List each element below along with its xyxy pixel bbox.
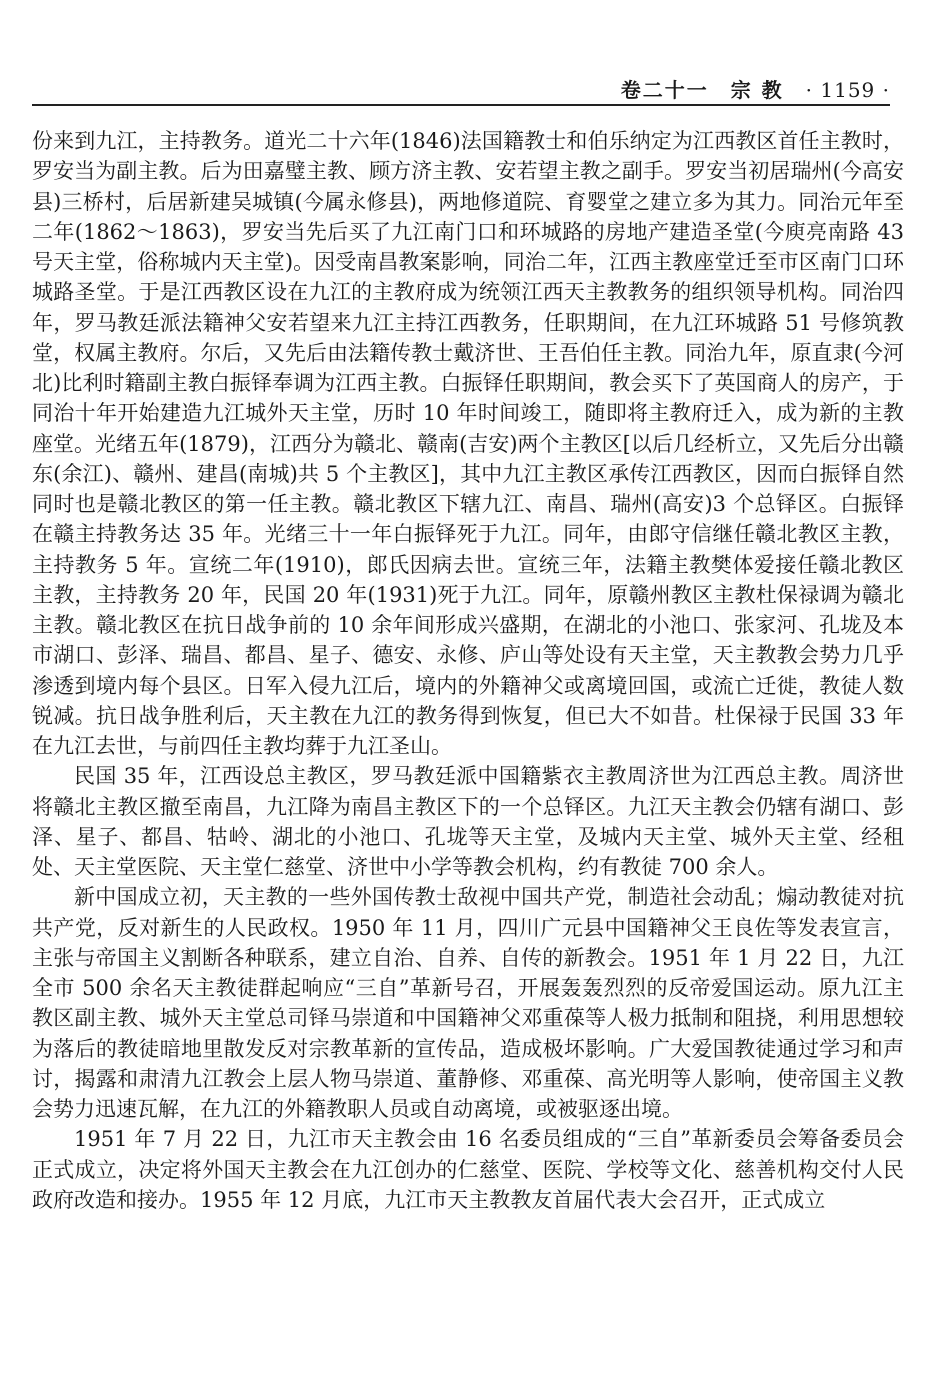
body-text: [32, 126, 904, 1215]
chapter-title: 宗 教: [730, 78, 784, 102]
header-right: [621, 74, 890, 103]
page-number: · 1159 ·: [805, 78, 890, 102]
paragraph-continued: 份来到九江，主持教务。道光二十六年(1846)法国籍教士和伯乐纳定为江西教区首任主教时，罗安当为副主教。后为田嘉璧主教、顾方济主教、安若望主教之副手。罗安当初居瑞州(今高安县)三桥村，后居新建吴城镇(今属永修县)，两地修道院、育婴堂之建立多为其力。同治元年至二年(1862～1863)，罗安当先后买了九江南门口和环城路的房地产建造圣堂(今庾亮南路 43 号天主堂，俗称城内天主堂)。因受南昌教案影响，同治二年，江西主教座堂迁至市区南门口环城路圣堂。于是江西教区设在九江的主教府成为统领江西天主教教务的组织领导机构。同治四年，罗马教廷派法籍神父安若望来九江主持江西教务，任职期间，在九江环城路 51 号修筑教堂，权属主教府。尔后，又先后由法籍传教士戴济世、王吾伯任主教。同治九年，原直隶(今河北)比利时籍副主教白振铎奉调为江西主教。白振铎任职期间，教会买下了英国商人的房产，于同治十年开始建造九江城外天主堂，历时 10 年时间竣工，随即将主教府迁入，成为新的主教座堂。光绪五年(1879)，江西分为赣北、赣南(吉安)两个主教区[以后几经析立，又先后分出赣东(余江)、赣州、建昌(南城)共 5 个主教区]，其中九江主教区承传江西教区，因而白振铎自然同时也是赣北教区的第一任主教。赣北教区下辖九江、南昌、瑞州(高安)3 个总铎区。白振铎在赣主持教务达 35 年。光绪三十一年白振铎死于九江。同年，由郎守信继任赣北教区主教，主持教务 5 年。宣统二年(1910)，郎氏因病去世。宣统三年，法籍主教樊体爱接任赣北教区主教，主持教务 20 年，民国 20 年(1931)死于九江。同年，原赣州教区主教杜保禄调为赣北主教。赣北教区在抗日战争前的 10 余年间形成兴盛期，在湖北的小池口、张家河、孔垅及本市湖口、彭泽、瑞昌、都昌、星子、德安、永修、庐山等处设有天主堂，天主教教会势力几乎渗透到境内每个县区。日军入侵九江后，境内的外籍神父或离境回国，或流亡迁徙，教徒人数锐减。抗日战争胜利后，天主教在九江的教务得到恢复，但已大不如昔。杜保禄于民国 33 年在九江去世，与前四任主教均葬于九江圣山。: [32, 129, 904, 758]
volume-title: 卷二十一: [620, 78, 709, 102]
paragraph: 民国 35 年，江西设总主教区，罗马教廷派中国籍紫衣主教周济世为江西总主教。周济世将赣北主教区撤至南昌，九江降为南昌主教区下的一个总铎区。九江天主教会仍辖有湖口、彭泽、星子、都昌、牯岭、湖北的小池口、孔垅等天主堂，及城内天主堂、城外天主堂、经租处、天主堂医院、天主堂仁慈堂、济世中小学等教会机构，约有教徒 700 余人。: [32, 764, 904, 879]
running-header: [32, 64, 890, 106]
paragraph: 1951 年 7 月 22 日，九江市天主教会由 16 名委员组成的“三自”革新委员会筹备委员会正式成立，决定将外国天主教会在九江创办的仁慈堂、医院、学校等文化、慈善机构交付人民政府改造和接办。1955 年 12 月底，九江市天主教教友首届代表大会召开，正式成立: [32, 1127, 904, 1212]
paragraph: 新中国成立初，天主教的一些外国传教士敌视中国共产党，制造社会动乱；煽动教徒对抗共产党，反对新生的人民政权。1950 年 11 月，四川广元县中国籍神父王良佐等发表宣言，主张与帝国主义割断各种联系，建立自治、自养、自传的新教会。1951 年 1 月 22 日，九江全市 500 余名天主教徒群起响应“三自”革新号召，开展轰轰烈烈的反帝爱国运动。原九江主教区副主教、城外天主堂总司铎马崇道和中国籍神父邓重葆等人极力抵制和阻挠，利用思想较为落后的教徒暗地里散发反对宗教革新的宣传品，造成极坏影响。广大爱国教徒通过学习和声讨，揭露和肃清九江教会上层人物马崇道、董静修、邓重葆、高光明等人影响，使帝国主义教会势力迅速瓦解，在九江的外籍教职人员或自动离境，或被驱逐出境。: [32, 885, 904, 1121]
